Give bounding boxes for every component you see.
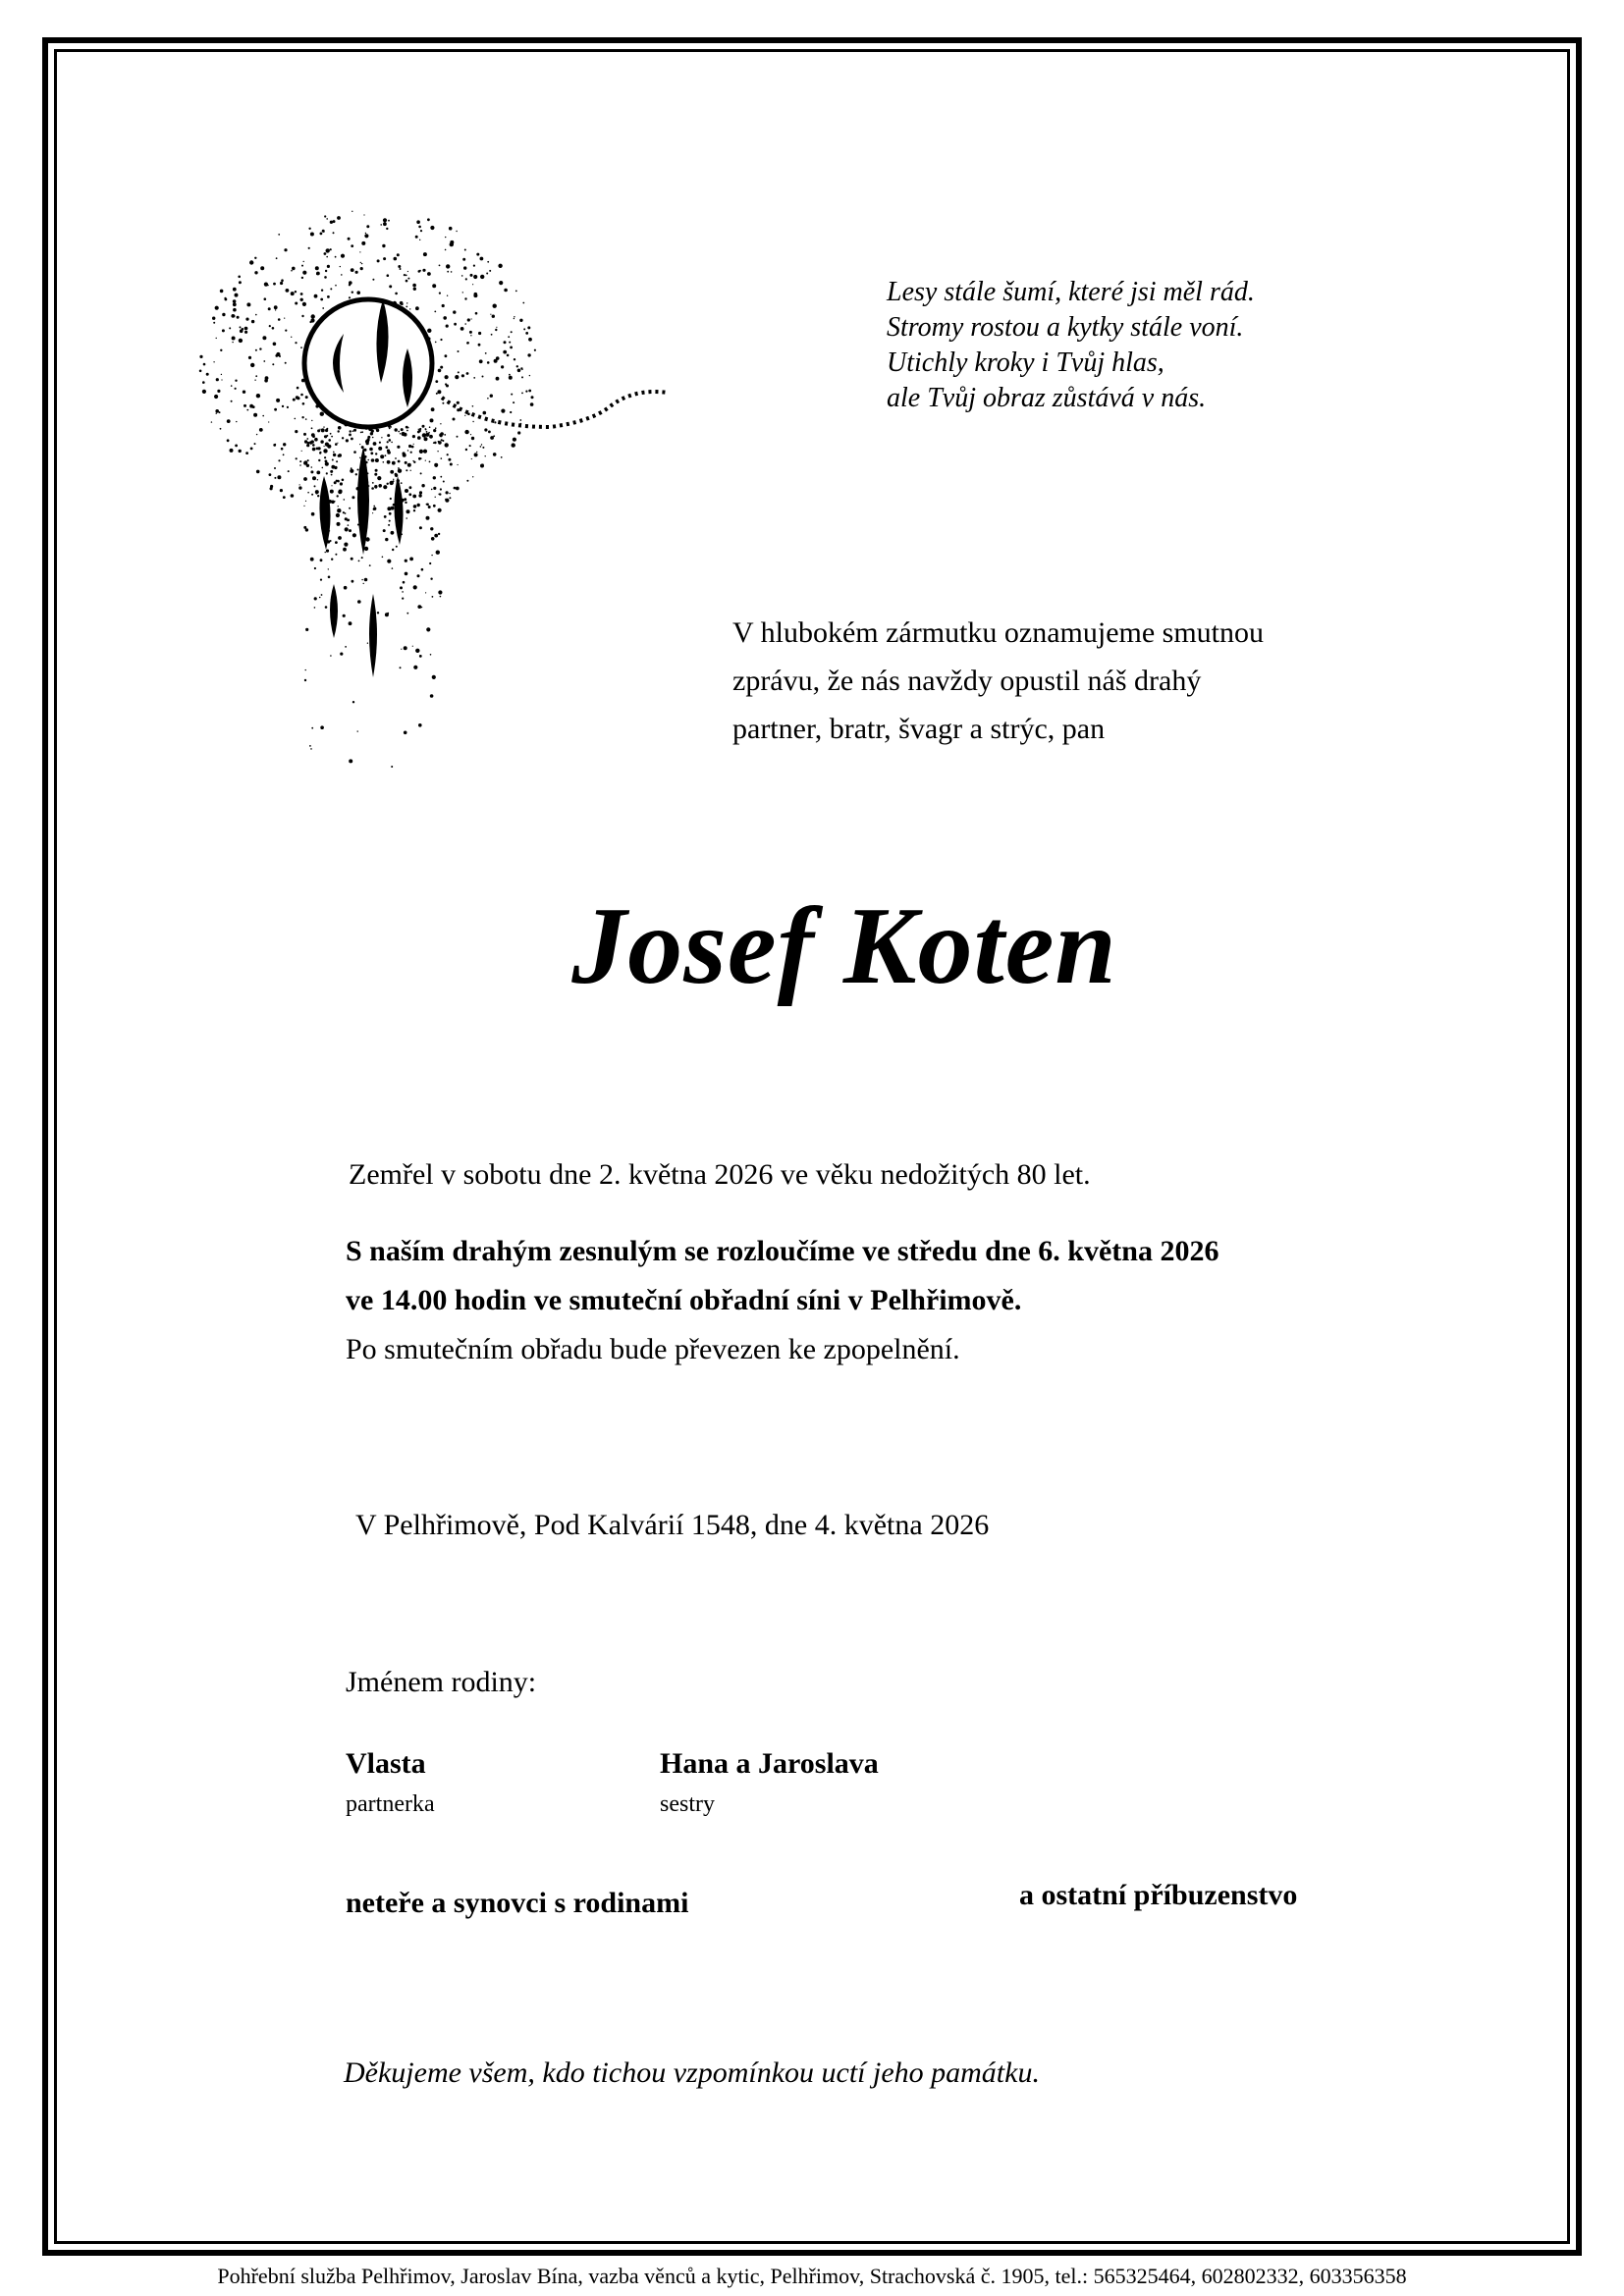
poem-line: Utichly kroky i Tvůj hlas, — [887, 347, 1164, 378]
death-info: Zemřel v sobotu dne 2. května 2026 ve věku nedožitých 80 let. — [349, 1158, 1091, 1191]
announcement — [732, 609, 1264, 753]
sun-candles-emblem-icon — [177, 191, 707, 790]
poem-line: Lesy stále šumí, které jsi měl rád. — [887, 277, 1255, 307]
farewell-line: Po smutečním obřadu bude převezen ke zpopelnění. — [346, 1333, 960, 1365]
nieces-nephews: neteře a synovci s rodinami — [346, 1887, 689, 1919]
on-behalf-label: Jménem rodiny: — [346, 1666, 537, 1698]
farewell-info — [346, 1227, 1218, 1374]
family-member-role: partnerka — [346, 1791, 435, 1817]
place-date: V Pelhřimově, Pod Kalvárií 1548, dne 4. května 2026 — [355, 1509, 990, 1541]
farewell-line: ve 14.00 hodin ve smuteční obřadní síni v Pelhřimově. — [346, 1284, 1022, 1316]
poem-line: Stromy rostou a kytky stále voní. — [887, 312, 1244, 343]
footer-funeral-service: Pohřební služba Pelhřimov, Jaroslav Bína, vazba věnců a kytic, Pelhřimov, Strachovská č. 1905, tel.: 565325464, 602802332, 603356358 — [217, 2264, 1407, 2288]
family-member-name: Hana a Jaroslava — [660, 1747, 879, 1780]
family-member-name: Vlasta — [346, 1747, 426, 1780]
farewell-line: S naším drahým zesnulým se rozloučíme ve středu dne 6. května 2026 — [346, 1235, 1219, 1267]
announcement-line: V hlubokém zármutku oznamujeme smutnou — [732, 616, 1265, 649]
announcement-line: zprávu, že nás navždy opustil náš drahý — [732, 665, 1202, 697]
deceased-name: Josef Koten — [571, 885, 1117, 1007]
family-member-role: sestry — [660, 1791, 715, 1817]
thanks-line: Děkujeme všem, kdo tichou vzpomínkou uctí jeho památku. — [344, 2056, 1040, 2089]
announcement-line: partner, bratr, švagr a strýc, pan — [732, 713, 1106, 745]
other-relatives: a ostatní příbuzenstvo — [1019, 1879, 1298, 1911]
poem — [887, 275, 1255, 416]
poem-line: ale Tvůj obraz zůstává v nás. — [887, 383, 1207, 413]
